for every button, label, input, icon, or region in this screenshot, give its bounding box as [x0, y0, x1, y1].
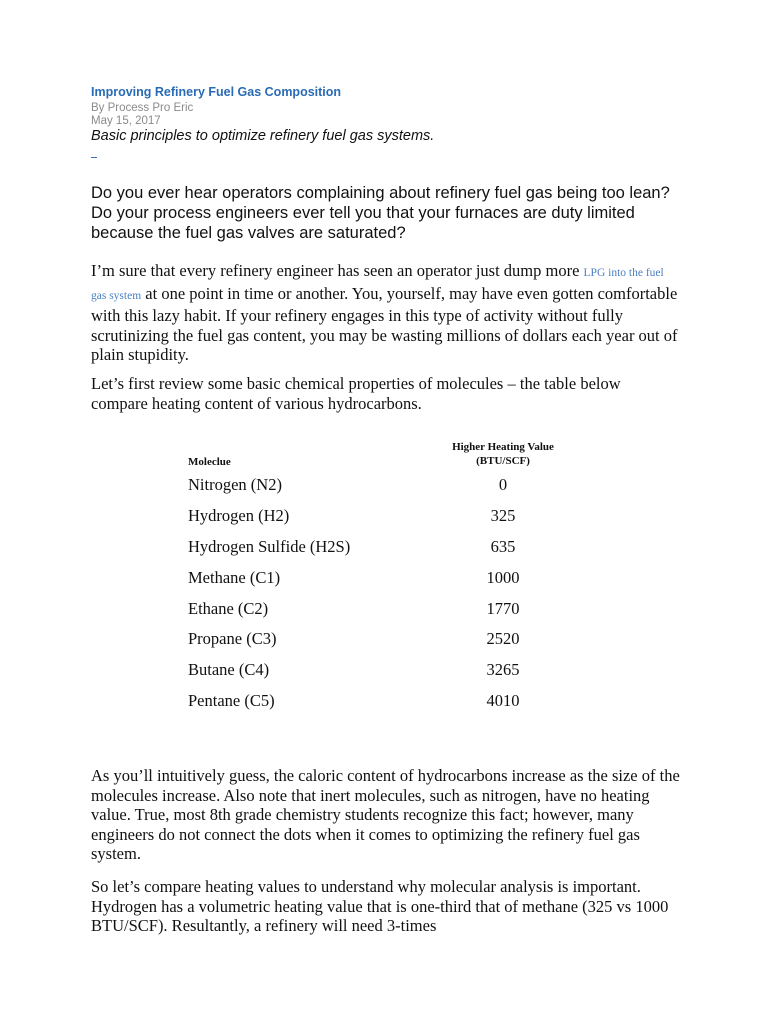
- heating-value: 0: [498, 475, 508, 495]
- underline-mark: [91, 157, 97, 158]
- table-row: [184, 686, 573, 717]
- publish-date: May 15, 2017: [91, 115, 161, 127]
- paragraph-1-text-end: at one point in time or another. You, yourself, may have even gotten comfortable with this lazy habit. If your refinery engages in this type of activity without fully scrutinizing the fuel gas content, you may be wasting millions of dollars each year out of plain stupidity.: [91, 283, 678, 364]
- article-subtitle: Basic principles to optimize refinery fuel gas systems.: [91, 128, 435, 144]
- molecule-name: Ethane (C2): [188, 598, 269, 618]
- lead-paragraph: Do you ever hear operators complaining about refinery fuel gas being too lean? Do your process engineers ever tell you that your furnaces are duty limited because the fuel gas valves are saturated?: [91, 184, 670, 242]
- table-row: [184, 655, 573, 686]
- heating-value: 1000: [486, 567, 520, 587]
- column-header-heating-value: [433, 440, 573, 470]
- heating-value: 325: [490, 506, 516, 526]
- paragraph-3: As you’ll intuitively guess, the caloric content of hydrocarbons increase as the size of the molecules increase. Also note that inert molecules, such as nitrogen, have no heating value. True, most 8th grade chemistry students recognize this fact; however, many engineers do not connect the dots when it comes to optimizing the refinery fuel gas system.: [91, 766, 680, 863]
- table-row: [184, 624, 573, 655]
- molecule-name: Pentane (C5): [188, 690, 275, 710]
- table-row: [184, 501, 573, 532]
- heating-value: 1770: [486, 598, 520, 618]
- table-row: [184, 562, 573, 593]
- paragraph-4: So let’s compare heating values to understand why molecular analysis is important. Hydrogen has a volumetric heating value that is one-third that of methane (325 vs 1000 BTU/SCF). Resultantly, a refinery will need 3-times: [91, 877, 669, 935]
- lpg-fuel-gas-link[interactable]: LPG into the fuel gas system: [91, 267, 664, 302]
- author-byline: By Process Pro Eric: [91, 102, 194, 114]
- heating-value-header-line1: Higher Heating Value: [452, 441, 554, 453]
- molecule-name: Hydrogen Sulfide (H2S): [188, 536, 351, 556]
- heating-value-header-line2: (BTU/SCF): [476, 455, 530, 467]
- molecule-name: Methane (C1): [188, 567, 281, 587]
- molecule-name: Hydrogen (H2): [188, 506, 290, 526]
- paragraph-1-text-start: I’m sure that every refinery engineer has seen an operator just dump more: [91, 261, 584, 280]
- heating-value: 4010: [486, 690, 520, 710]
- molecule-name: Butane (C4): [188, 660, 270, 680]
- molecule-name: Propane (C3): [188, 629, 277, 649]
- column-header-molecule: Moleclue: [188, 456, 231, 468]
- paragraph-2: Let’s first review some basic chemical properties of molecules – the table below compare heating content of various hydrocarbons.: [91, 374, 621, 413]
- article-title-link[interactable]: Improving Refinery Fuel Gas Composition: [91, 85, 342, 99]
- heating-value: 3265: [486, 660, 520, 680]
- table-header-row: [184, 440, 573, 470]
- heating-value-table: [184, 440, 573, 716]
- table-row: [184, 593, 573, 624]
- table-row: [184, 470, 573, 501]
- molecule-name: Nitrogen (N2): [188, 475, 282, 495]
- heating-value: 2520: [486, 629, 520, 649]
- paragraph-1: [91, 261, 681, 365]
- heating-value: 635: [490, 536, 516, 556]
- table-row: [184, 532, 573, 563]
